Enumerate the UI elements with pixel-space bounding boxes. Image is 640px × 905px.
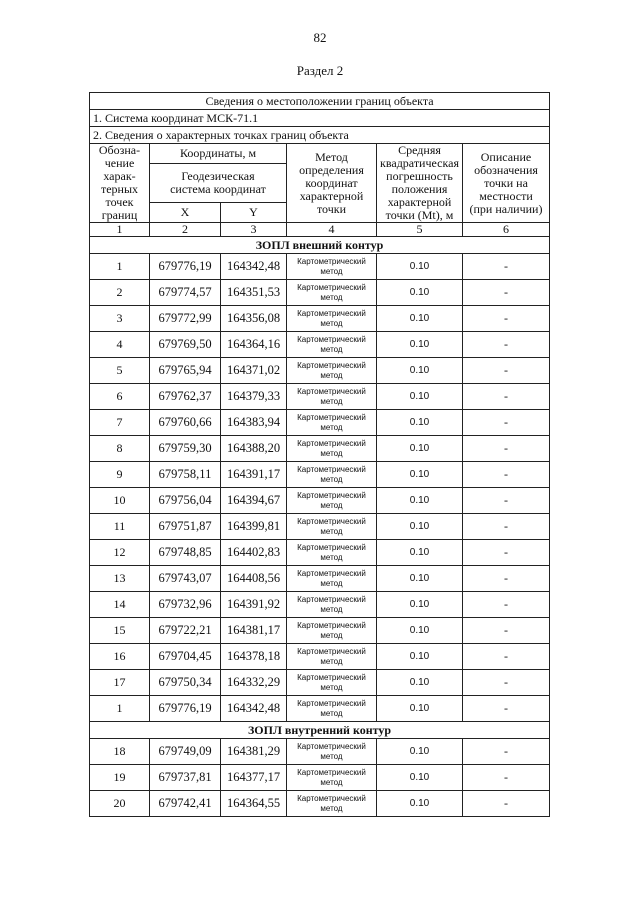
point-number: 14 [90,592,150,618]
accuracy: 0.10 [377,332,463,358]
coord-x: 679749,09 [150,739,221,765]
coord-x: 679760,66 [150,410,221,436]
method: Картометрический метод [287,765,377,791]
coord-x: 679743,07 [150,566,221,592]
page-number: 82 [313,30,327,45]
table-row [90,514,550,540]
col-number: 2 [150,223,221,237]
header-y: Y [221,203,287,223]
table-row [90,306,550,332]
accuracy: 0.10 [377,514,463,540]
point-number: 11 [90,514,150,540]
table-row [90,592,550,618]
description: - [463,332,550,358]
point-number: 1 [90,254,150,280]
coord-y: 164383,94 [221,410,287,436]
accuracy: 0.10 [377,739,463,765]
coord-y: 164399,81 [221,514,287,540]
description: - [463,670,550,696]
accuracy: 0.10 [377,765,463,791]
coord-x: 679769,50 [150,332,221,358]
point-number: 13 [90,566,150,592]
point-number: 19 [90,765,150,791]
table-row [90,739,550,765]
table-row [90,566,550,592]
table-row [90,540,550,566]
header-designation: Обозна- чение харак- терных точек границ [90,144,150,223]
table-row [90,332,550,358]
coord-y: 164379,33 [221,384,287,410]
method: Картометрический метод [287,410,377,436]
col-number: 6 [463,223,550,237]
table-row [90,670,550,696]
coord-x: 679704,45 [150,644,221,670]
accuracy: 0.10 [377,618,463,644]
coord-y: 164381,29 [221,739,287,765]
point-number: 7 [90,410,150,436]
coord-y: 164391,17 [221,462,287,488]
description: - [463,696,550,722]
accuracy: 0.10 [377,410,463,436]
contour-title: ЗОПЛ внутренний контур [90,722,550,739]
coord-x: 679759,30 [150,436,221,462]
description: - [463,540,550,566]
table-row [90,765,550,791]
boundary-points-table [89,92,550,817]
accuracy: 0.10 [377,358,463,384]
table-row [90,384,550,410]
table-row [90,618,550,644]
method: Картометрический метод [287,332,377,358]
coord-y: 164391,92 [221,592,287,618]
description: - [463,462,550,488]
coord-y: 164388,20 [221,436,287,462]
method: Картометрический метод [287,618,377,644]
coord-x: 679737,81 [150,765,221,791]
section-title: Раздел 2 [296,63,344,78]
coord-system: 1. Система координат МСК-71.1 [90,110,550,127]
coord-x: 679758,11 [150,462,221,488]
coord-y: 164381,17 [221,618,287,644]
method: Картометрический метод [287,358,377,384]
col-number: 5 [377,223,463,237]
point-number: 17 [90,670,150,696]
coord-x: 679776,19 [150,254,221,280]
method: Картометрический метод [287,739,377,765]
coord-y: 164332,29 [221,670,287,696]
coord-y: 164378,18 [221,644,287,670]
coord-y: 164342,48 [221,696,287,722]
accuracy: 0.10 [377,462,463,488]
coord-x: 679750,34 [150,670,221,696]
header-method: Метод определения координат характерной точки [287,144,377,223]
accuracy: 0.10 [377,696,463,722]
coord-x: 679765,94 [150,358,221,384]
coord-x: 679742,41 [150,791,221,817]
method: Картометрический метод [287,254,377,280]
coord-y: 164394,67 [221,488,287,514]
coord-y: 164342,48 [221,254,287,280]
method: Картометрический метод [287,566,377,592]
table-row [90,644,550,670]
accuracy: 0.10 [377,436,463,462]
description: - [463,384,550,410]
method: Картометрический метод [287,280,377,306]
point-number: 12 [90,540,150,566]
coord-x: 679722,21 [150,618,221,644]
coord-x: 679732,96 [150,592,221,618]
method: Картометрический метод [287,670,377,696]
table-row [90,358,550,384]
method: Картометрический метод [287,540,377,566]
col-number: 3 [221,223,287,237]
coord-y: 164364,55 [221,791,287,817]
point-number: 5 [90,358,150,384]
coord-y: 164371,02 [221,358,287,384]
description: - [463,514,550,540]
accuracy: 0.10 [377,384,463,410]
header-geo-system: Геодезическая система координат [150,164,287,203]
point-number: 16 [90,644,150,670]
contour-title: ЗОПЛ внешний контур [90,237,550,254]
accuracy: 0.10 [377,254,463,280]
coord-y: 164377,17 [221,765,287,791]
accuracy: 0.10 [377,566,463,592]
description: - [463,488,550,514]
accuracy: 0.10 [377,644,463,670]
point-number: 8 [90,436,150,462]
coord-y: 164408,56 [221,566,287,592]
point-number: 6 [90,384,150,410]
table-row [90,696,550,722]
point-number: 4 [90,332,150,358]
col-number: 1 [90,223,150,237]
coord-x: 679776,19 [150,696,221,722]
accuracy: 0.10 [377,306,463,332]
coord-y: 164356,08 [221,306,287,332]
table-row [90,488,550,514]
method: Картометрический метод [287,488,377,514]
coord-x: 679751,87 [150,514,221,540]
description: - [463,306,550,332]
coord-y: 164364,16 [221,332,287,358]
header-x: X [150,203,221,223]
main-header: Сведения о местоположении границ объекта [90,93,550,110]
description: - [463,739,550,765]
method: Картометрический метод [287,791,377,817]
point-number: 3 [90,306,150,332]
description: - [463,280,550,306]
header-accuracy: Средняя квадратическая погрешность положения характерной точки (Mt), м [377,144,463,223]
table-row [90,462,550,488]
point-number: 2 [90,280,150,306]
column-numbers-row [90,223,550,237]
coord-x: 679748,85 [150,540,221,566]
method: Картометрический метод [287,462,377,488]
header-coordinates: Координаты, м [150,144,287,164]
table-row [90,410,550,436]
description: - [463,254,550,280]
header-description: Описание обозначения точки на местности (при наличии) [463,144,550,223]
description: - [463,358,550,384]
point-number: 20 [90,791,150,817]
description: - [463,765,550,791]
point-number: 18 [90,739,150,765]
col-number: 4 [287,223,377,237]
accuracy: 0.10 [377,540,463,566]
method: Картометрический метод [287,644,377,670]
method: Картометрический метод [287,696,377,722]
description: - [463,410,550,436]
point-number: 15 [90,618,150,644]
coord-x: 679774,57 [150,280,221,306]
coord-x: 679772,99 [150,306,221,332]
point-number: 1 [90,696,150,722]
points-title: 2. Сведения о характерных точках границ объекта [90,127,550,144]
accuracy: 0.10 [377,488,463,514]
table-row [90,791,550,817]
description: - [463,618,550,644]
contour-header-row [90,237,550,254]
point-number: 10 [90,488,150,514]
method: Картометрический метод [287,306,377,332]
coord-y: 164402,83 [221,540,287,566]
description: - [463,566,550,592]
table-row [90,254,550,280]
accuracy: 0.10 [377,791,463,817]
table-row [90,436,550,462]
table-row [90,280,550,306]
description: - [463,436,550,462]
coord-y: 164351,53 [221,280,287,306]
description: - [463,791,550,817]
method: Картометрический метод [287,436,377,462]
coord-x: 679762,37 [150,384,221,410]
method: Картометрический метод [287,384,377,410]
method: Картометрический метод [287,514,377,540]
point-number: 9 [90,462,150,488]
method: Картометрический метод [287,592,377,618]
contour-header-row [90,722,550,739]
accuracy: 0.10 [377,592,463,618]
accuracy: 0.10 [377,670,463,696]
description: - [463,592,550,618]
description: - [463,644,550,670]
accuracy: 0.10 [377,280,463,306]
coord-x: 679756,04 [150,488,221,514]
